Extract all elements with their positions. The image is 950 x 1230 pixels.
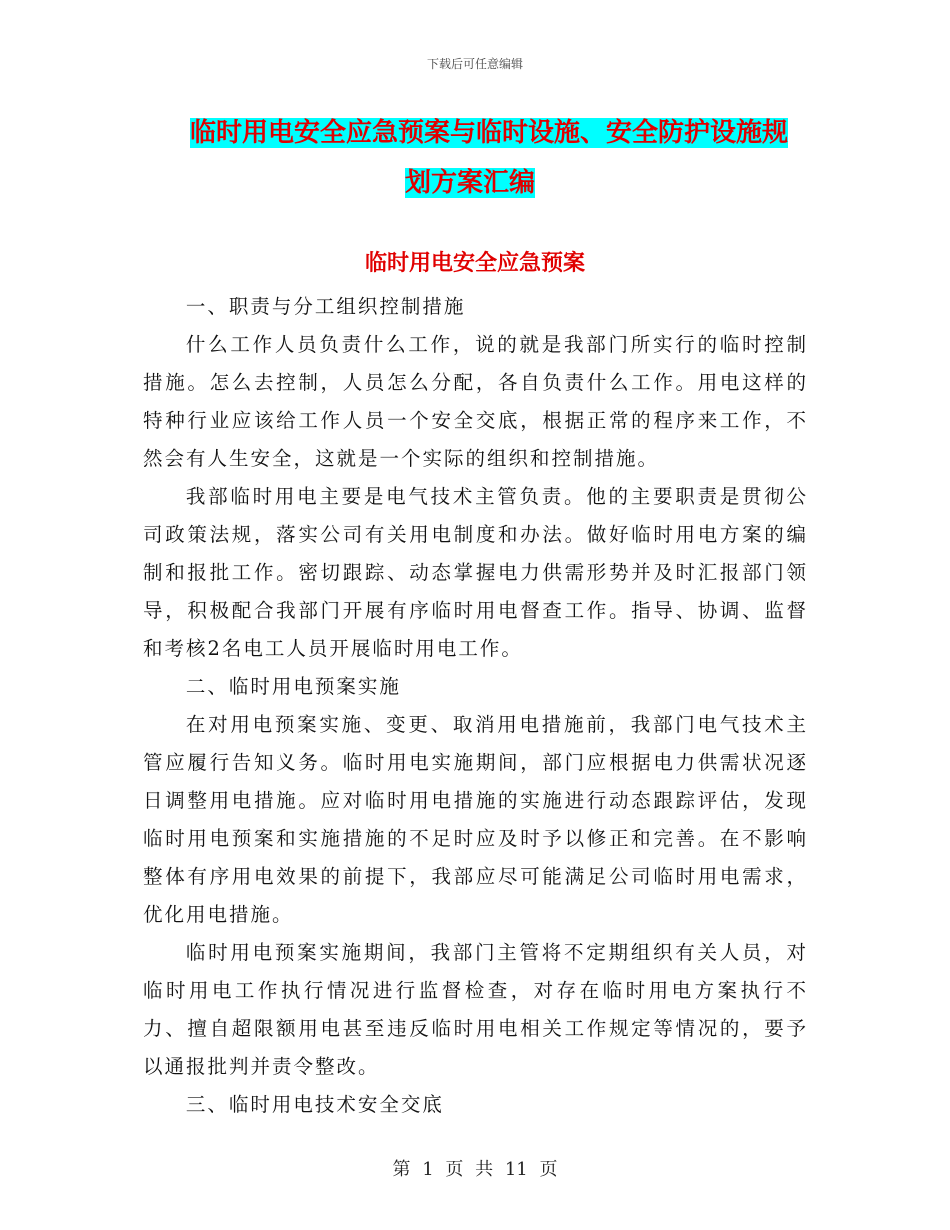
paragraph: 在对用电预案实施、变更、取消用电措施前，我部门电气技术主管应履行告知义务。临时用电实施期间，部门应根据电力供需状况逐日调整用电措施。应对临时用电措施的实施进行动态跟踪评估，发现临时用电预案和实施措施的不足时应及时予以修正和完善。在不影响整体有序用电效果的前提下，我部应尽可能满足公司临时用电需求，优化用电措施。 bbox=[143, 713, 808, 926]
header-note: 下载后可任意编辑 bbox=[426, 57, 523, 71]
paragraph: 什么工作人员负责什么工作，说的就是我部门所实行的临时控制措施。怎么去控制，人员怎么分配，各自负责什么工作。用电这样的特种行业应该给工作人员一个安全交底，根据正常的程序来工作，不然会有人生安全，这就是一个实际的组织和控制措施。 bbox=[143, 333, 808, 470]
title-line-2: 划方案汇编 bbox=[405, 168, 536, 198]
paragraph: 临时用电预案实施期间，我部门主管将不定期组织有关人员，对临时用电工作执行情况进行监督检查，对存在临时用电方案执行不力、擅自超限额用电甚至违反临时用电相关工作规定等情况的，要予以通报批判并责令整改。 bbox=[143, 941, 808, 1078]
title-line-1: 临时用电安全应急预案与临时设施、安全防护设施规 bbox=[190, 118, 789, 148]
document-title bbox=[150, 108, 850, 208]
paragraph: 三、临时用电技术安全交底 bbox=[185, 1093, 444, 1116]
paragraph: 一、职责与分工组织控制措施 bbox=[185, 295, 466, 318]
paragraph: 我部临时用电主要是电气技术主管负责。他的主要职责是贯彻公司政策法规，落实公司有关用电制度和办法。做好临时用电方案的编制和报批工作。密切跟踪、动态掌握电力供需形势并及时汇报部门领导，积极配合我部门开展有序临时用电督查工作。指导、协调、监督和考核2名电工人员开展临时用电工作。 bbox=[143, 485, 808, 660]
section-title: 临时用电安全应急预案 bbox=[364, 251, 585, 276]
document-body bbox=[143, 288, 808, 1124]
paragraph: 二、临时用电预案实施 bbox=[185, 675, 401, 698]
page-number: 第 1 页 共 11 页 bbox=[392, 1159, 558, 1180]
